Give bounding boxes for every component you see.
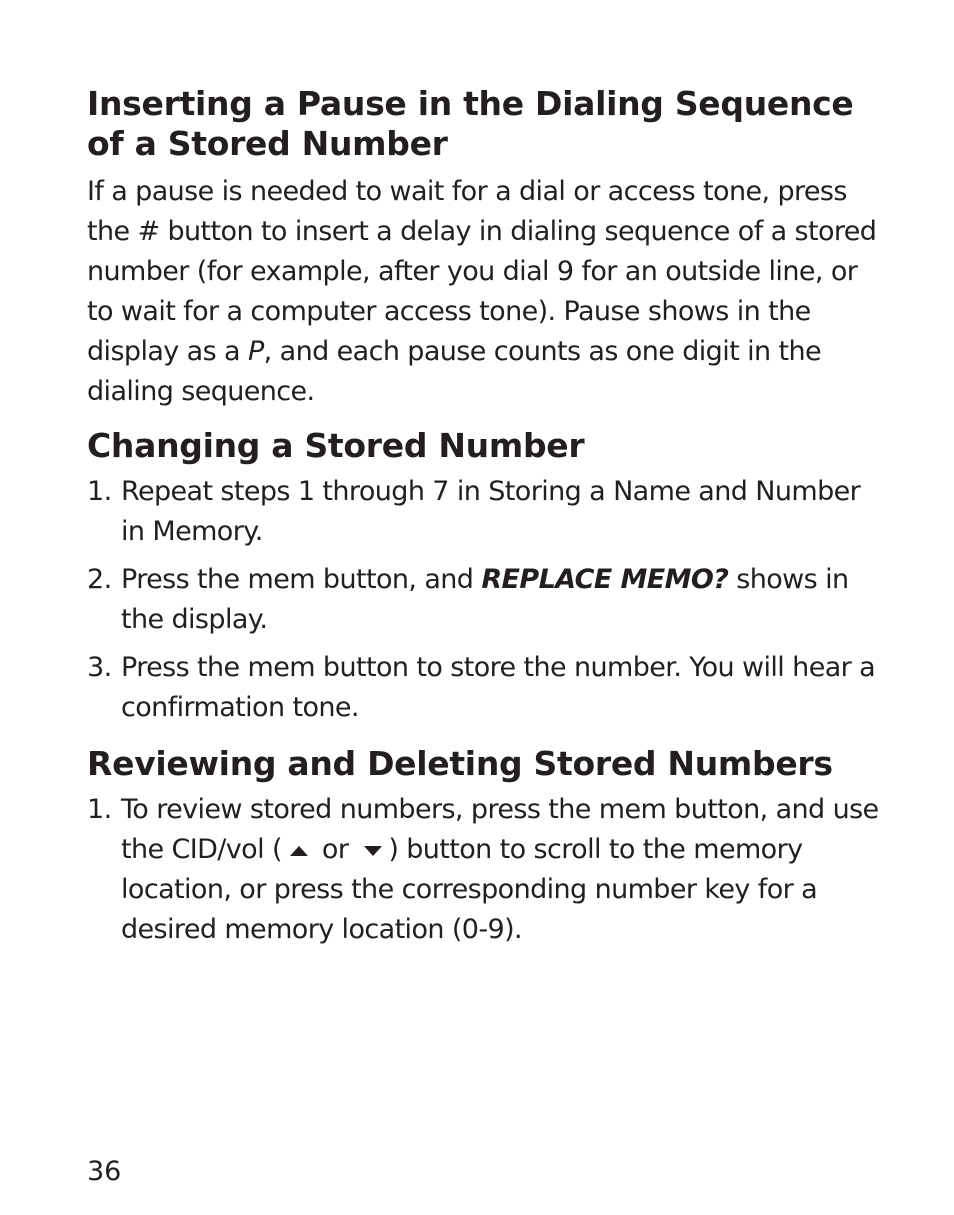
step-number: 1. [87,476,112,507]
step-text: Press the mem button to store the number. You will hear a confirmation tone. [121,652,876,723]
list-item [87,472,887,552]
pause-symbol: P [247,336,264,367]
steps-list [87,790,887,950]
section-title: Inserting a Pause in the Dialing Sequence of a Stored Number [87,84,854,163]
list-item: 2. Press the mem button, and REPLACE MEMO? shows in the display. [87,560,887,640]
list-item: 1. To review stored numbers, press the mem button, and use the CID/vol ( or ) button to scroll to the memory location, or press the corresponding number key for a desired memory location (0-9). [87,790,887,950]
display-message: REPLACE MEMO? [481,564,729,595]
section-reviewing-deleting [87,744,887,950]
section-title: Reviewing and Deleting Stored Numbers [87,744,833,783]
list-item [87,648,887,728]
manual-page [87,84,887,958]
steps-list [87,472,887,728]
section-title: Changing a Stored Number [87,426,585,465]
page-number: 36 [87,1156,122,1187]
step-number: 3. [87,652,112,683]
section-changing-stored-number [87,426,887,728]
section-body: If a pause is needed to wait for a dial or access tone, press the # button to insert a delay in dialing sequence of a stored number (for example, after you dial 9 for an outside line, or to wait for a computer access tone). Pause shows in the display as a P, and each pause counts as one digit in the dialing sequence. [87,176,877,407]
step-number: 2. [87,564,112,595]
triangle-down-icon [364,846,382,856]
step-text: Repeat steps 1 through 7 in Storing a Name and Number in Memory. [121,476,861,547]
step-number: 1. [87,794,112,825]
triangle-up-icon [290,846,308,856]
section-inserting-pause [87,84,887,412]
